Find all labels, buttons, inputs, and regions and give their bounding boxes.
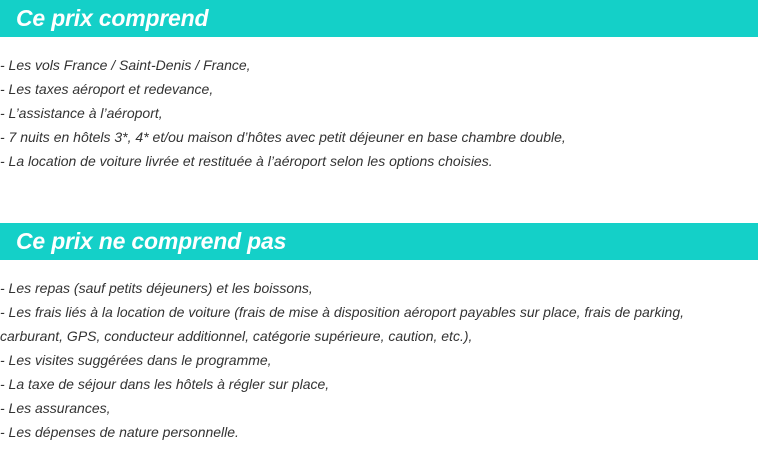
list-item: - Les dépenses de nature personnelle. [0,424,239,440]
list-item: - La taxe de séjour dans les hôtels à régler sur place, [0,376,330,392]
list-item: - 7 nuits en hôtels 3*, 4* et/ou maison d’hôtes avec petit déjeuner en base chambre double, [0,129,566,145]
includes-section-title: Ce prix comprend [16,5,209,31]
excludes-list [0,276,740,444]
includes-section-header [0,0,758,37]
list-item: - Les assurances, [0,400,111,416]
list-item: - Les taxes aéroport et redevance, [0,81,214,97]
list-item: - Les vols France / Saint-Denis / France, [0,57,251,73]
excludes-section-header [0,223,758,260]
list-item: - Les frais liés à la location de voiture (frais de mise à disposition aéroport payables sur place, frais de parking, [0,304,685,320]
list-item: carburant, GPS, conducteur additionnel, catégorie supérieure, caution, etc.), [0,328,473,344]
list-item: - Les repas (sauf petits déjeuners) et les boissons, [0,280,313,296]
list-item: - L’assistance à l’aéroport, [0,105,163,121]
includes-list [0,53,740,173]
list-item: - Les visites suggérées dans le programme, [0,352,272,368]
excludes-section-title: Ce prix ne comprend pas [16,228,287,254]
list-item: - La location de voiture livrée et restituée à l’aéroport selon les options choisies. [0,153,493,169]
